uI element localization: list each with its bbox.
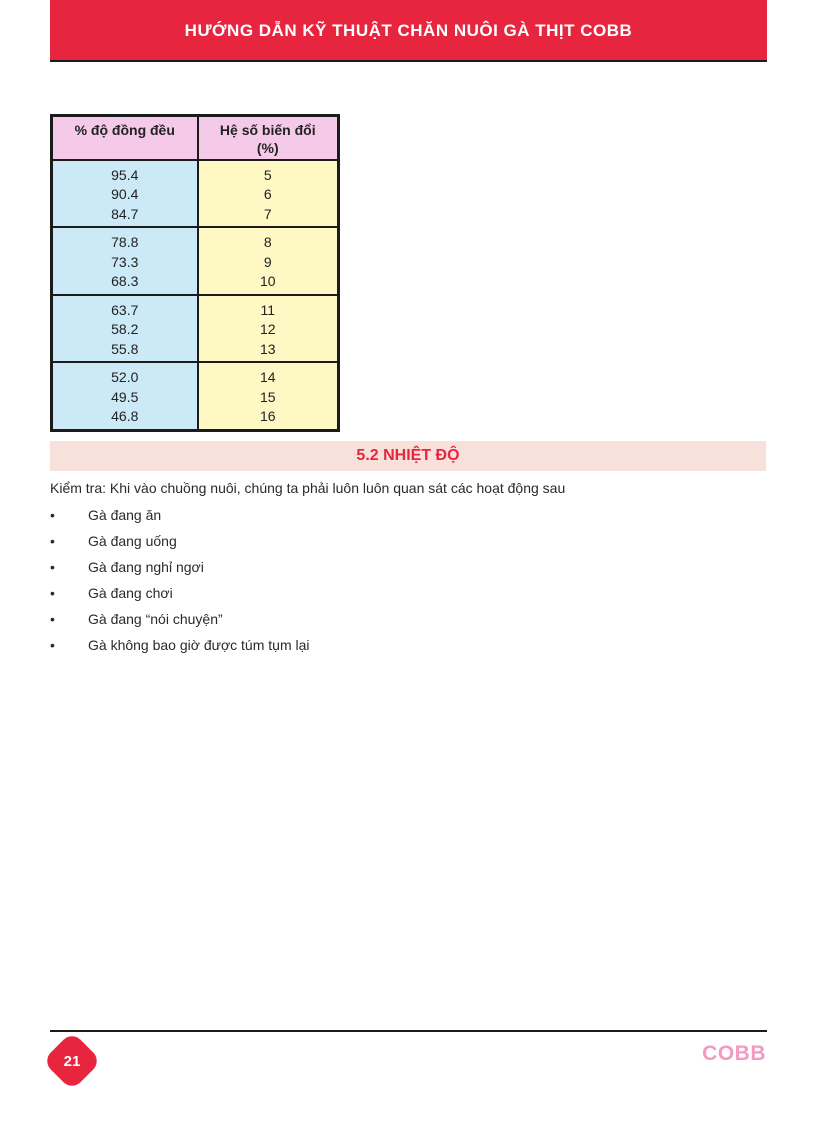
- column-header-cv-label: Hệ số biến đổi (%): [219, 122, 316, 156]
- cv-value: 9: [263, 253, 272, 270]
- uniformity-value: 58.2: [111, 321, 139, 337]
- list-item-text: Gà đang “nói chuyện”: [88, 611, 223, 627]
- bullet-icon: •: [50, 533, 55, 549]
- bullet-icon: •: [50, 585, 55, 601]
- list-item-text: Gà đang uống: [88, 533, 177, 549]
- uniformity-value: 95.4: [111, 166, 139, 183]
- uniformity-value: 55.8: [111, 340, 139, 357]
- cv-value: 14: [259, 369, 276, 385]
- list-item-text: Gà không bao giờ được túm tụm lại: [88, 637, 310, 653]
- bullet-icon: •: [50, 611, 55, 627]
- table-row: [52, 160, 339, 228]
- cv-value: 10: [259, 273, 276, 289]
- list-item: [50, 583, 310, 609]
- bullet-icon: •: [50, 507, 55, 523]
- intro-paragraph: Kiểm tra: Khi vào chuồng nuôi, chúng ta phải luôn luôn quan sát các hoạt động sau: [50, 480, 566, 496]
- column-header-uniformity: [52, 116, 198, 160]
- cv-value: 15: [259, 388, 276, 405]
- header-divider: [50, 60, 767, 62]
- list-item: [50, 557, 310, 583]
- table-row: [52, 227, 339, 295]
- uniformity-value: 52.0: [111, 369, 139, 385]
- header-bar: [50, 0, 767, 60]
- uniformity-value: 78.8: [111, 234, 139, 250]
- uniformity-value: 46.8: [111, 408, 139, 424]
- uniformity-value: 63.7: [111, 301, 139, 318]
- uniformity-cell: [52, 362, 198, 430]
- cv-value: 13: [259, 340, 276, 357]
- page-number: 21: [63, 1052, 81, 1070]
- uniformity-table: [50, 114, 340, 432]
- uniformity-cell: [52, 160, 198, 228]
- table-row: [52, 295, 339, 363]
- footer-divider: [50, 1030, 767, 1032]
- cv-value: 12: [259, 321, 276, 337]
- list-item-text: Gà đang ăn: [88, 507, 162, 523]
- list-item: [50, 505, 310, 531]
- document-title: HƯỚNG DẪN KỸ THUẬT CHĂN NUÔI GÀ THỊT COBB: [184, 20, 633, 40]
- table-header-row: [52, 116, 339, 160]
- bullet-icon: •: [50, 637, 55, 653]
- column-header-cv: [198, 116, 339, 160]
- cv-value: 6: [263, 186, 272, 202]
- uniformity-value: 49.5: [111, 388, 139, 405]
- list-item-text: Gà đang chơi: [88, 585, 173, 601]
- uniformity-value: 73.3: [111, 253, 139, 270]
- cv-value: 11: [260, 301, 276, 318]
- list-item-text: Gà đang nghỉ ngơi: [88, 559, 204, 575]
- section-title: 5.2 NHIỆT ĐỘ: [356, 447, 460, 464]
- cv-cell: [198, 160, 339, 228]
- uniformity-cell: [52, 295, 198, 363]
- uniformity-value: 84.7: [111, 205, 139, 222]
- cv-value: 5: [263, 166, 272, 183]
- cv-value: 16: [259, 408, 276, 424]
- table-row: [52, 362, 339, 430]
- observation-list: [50, 505, 310, 661]
- cv-cell: [198, 227, 339, 295]
- uniformity-value: 90.4: [111, 186, 139, 202]
- brand-logo: COBB: [702, 1042, 766, 1065]
- column-header-uniformity-label: % độ đồng đều: [74, 122, 175, 138]
- cv-cell: [198, 295, 339, 363]
- section-heading-bar: [50, 441, 766, 471]
- list-item: [50, 531, 310, 557]
- uniformity-value: 68.3: [111, 273, 139, 289]
- list-item: [50, 609, 310, 635]
- list-item: [50, 635, 310, 661]
- cv-cell: [198, 362, 339, 430]
- bullet-icon: •: [50, 559, 55, 575]
- cv-value: 7: [263, 205, 272, 222]
- uniformity-cell: [52, 227, 198, 295]
- cv-value: 8: [263, 234, 272, 250]
